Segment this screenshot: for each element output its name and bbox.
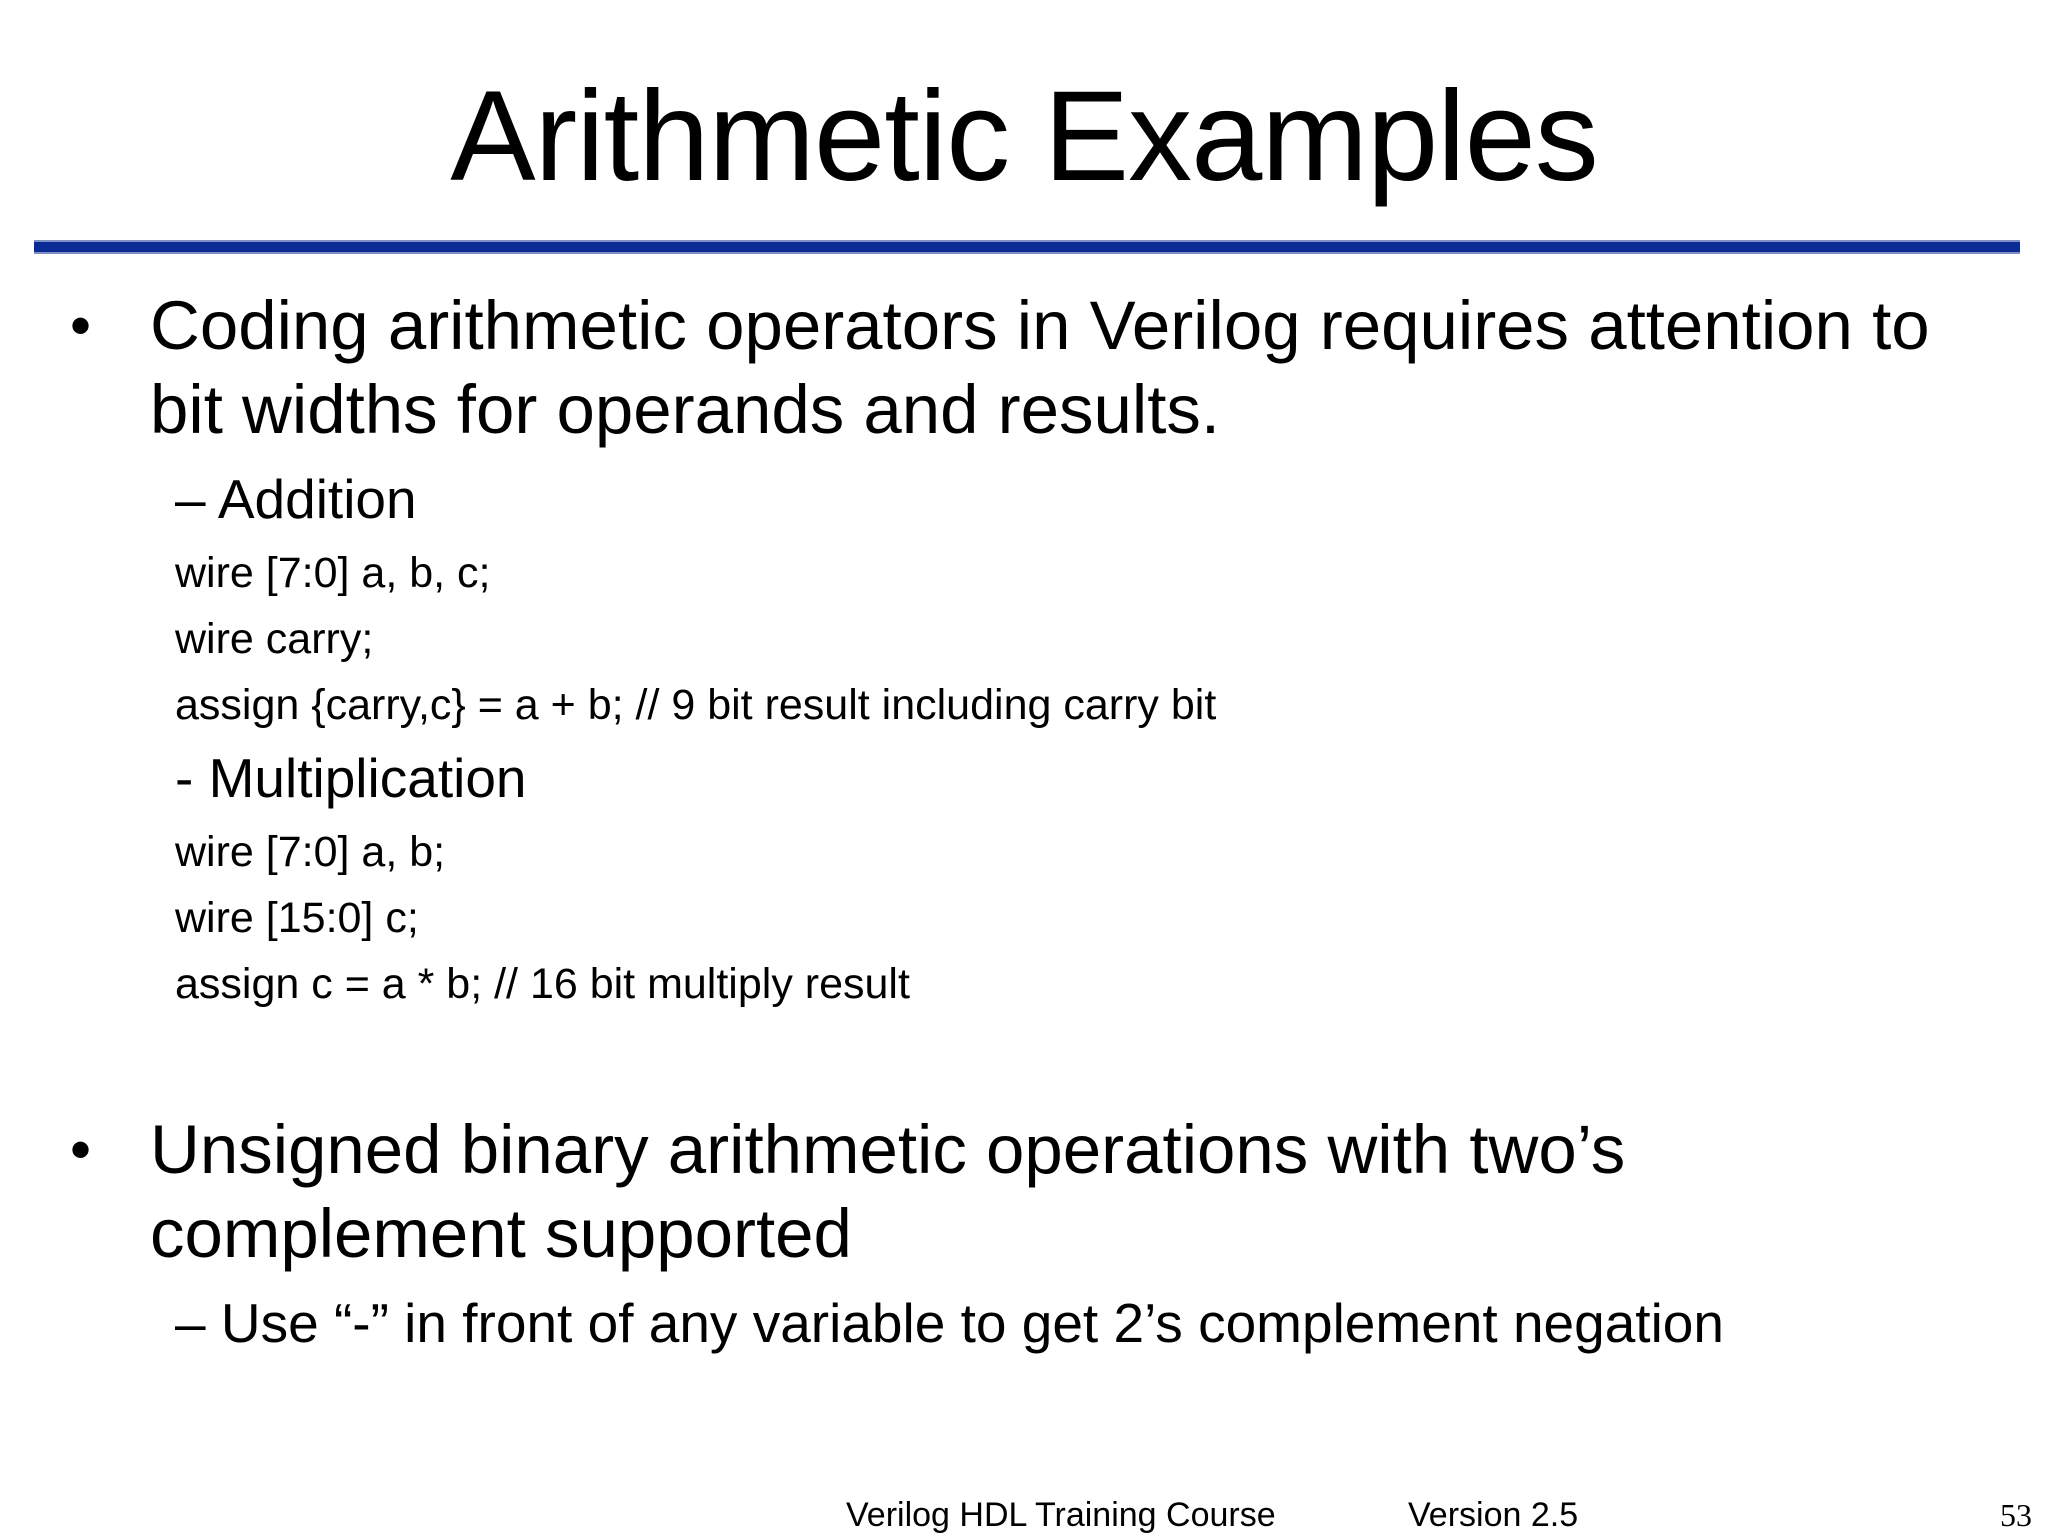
addition-code-line-2: wire carry; [175, 615, 374, 663]
slide-title: Arithmetic Examples [450, 65, 1598, 208]
addition-code-line-3: assign {carry,c} = a + b; // 9 bit result including carry bit [175, 681, 1217, 729]
title-divider [34, 240, 2020, 254]
bullet-marker: • [70, 1116, 92, 1183]
bullet-1-line-2: bit widths for operands and results. [150, 371, 1221, 448]
bullet-1-line-1: Coding arithmetic operators in Verilog requires attention to [150, 287, 1930, 364]
multiplication-code-line-2: wire [15:0] c; [175, 894, 419, 942]
addition-heading: – Addition [175, 468, 417, 530]
multiplication-code-line-3: assign c = a * b; // 16 bit multiply result [175, 960, 910, 1008]
footer-course: Verilog HDL Training Course [846, 1496, 1276, 1534]
bullet-2-line-2: complement supported [150, 1195, 852, 1272]
bullet-2-line-1: Unsigned binary arithmetic operations with two’s [150, 1111, 1626, 1188]
addition-code-line-1: wire [7:0] a, b, c; [175, 549, 491, 597]
bullet-marker: • [70, 292, 92, 359]
multiplication-code-line-1: wire [7:0] a, b; [175, 828, 446, 876]
footer-version: Version 2.5 [1408, 1496, 1579, 1534]
multiplication-heading: - Multiplication [175, 747, 527, 809]
page-number: 53 [2000, 1497, 2032, 1533]
negation-note: – Use “-” in front of any variable to get 2’s complement negation [175, 1292, 1724, 1354]
